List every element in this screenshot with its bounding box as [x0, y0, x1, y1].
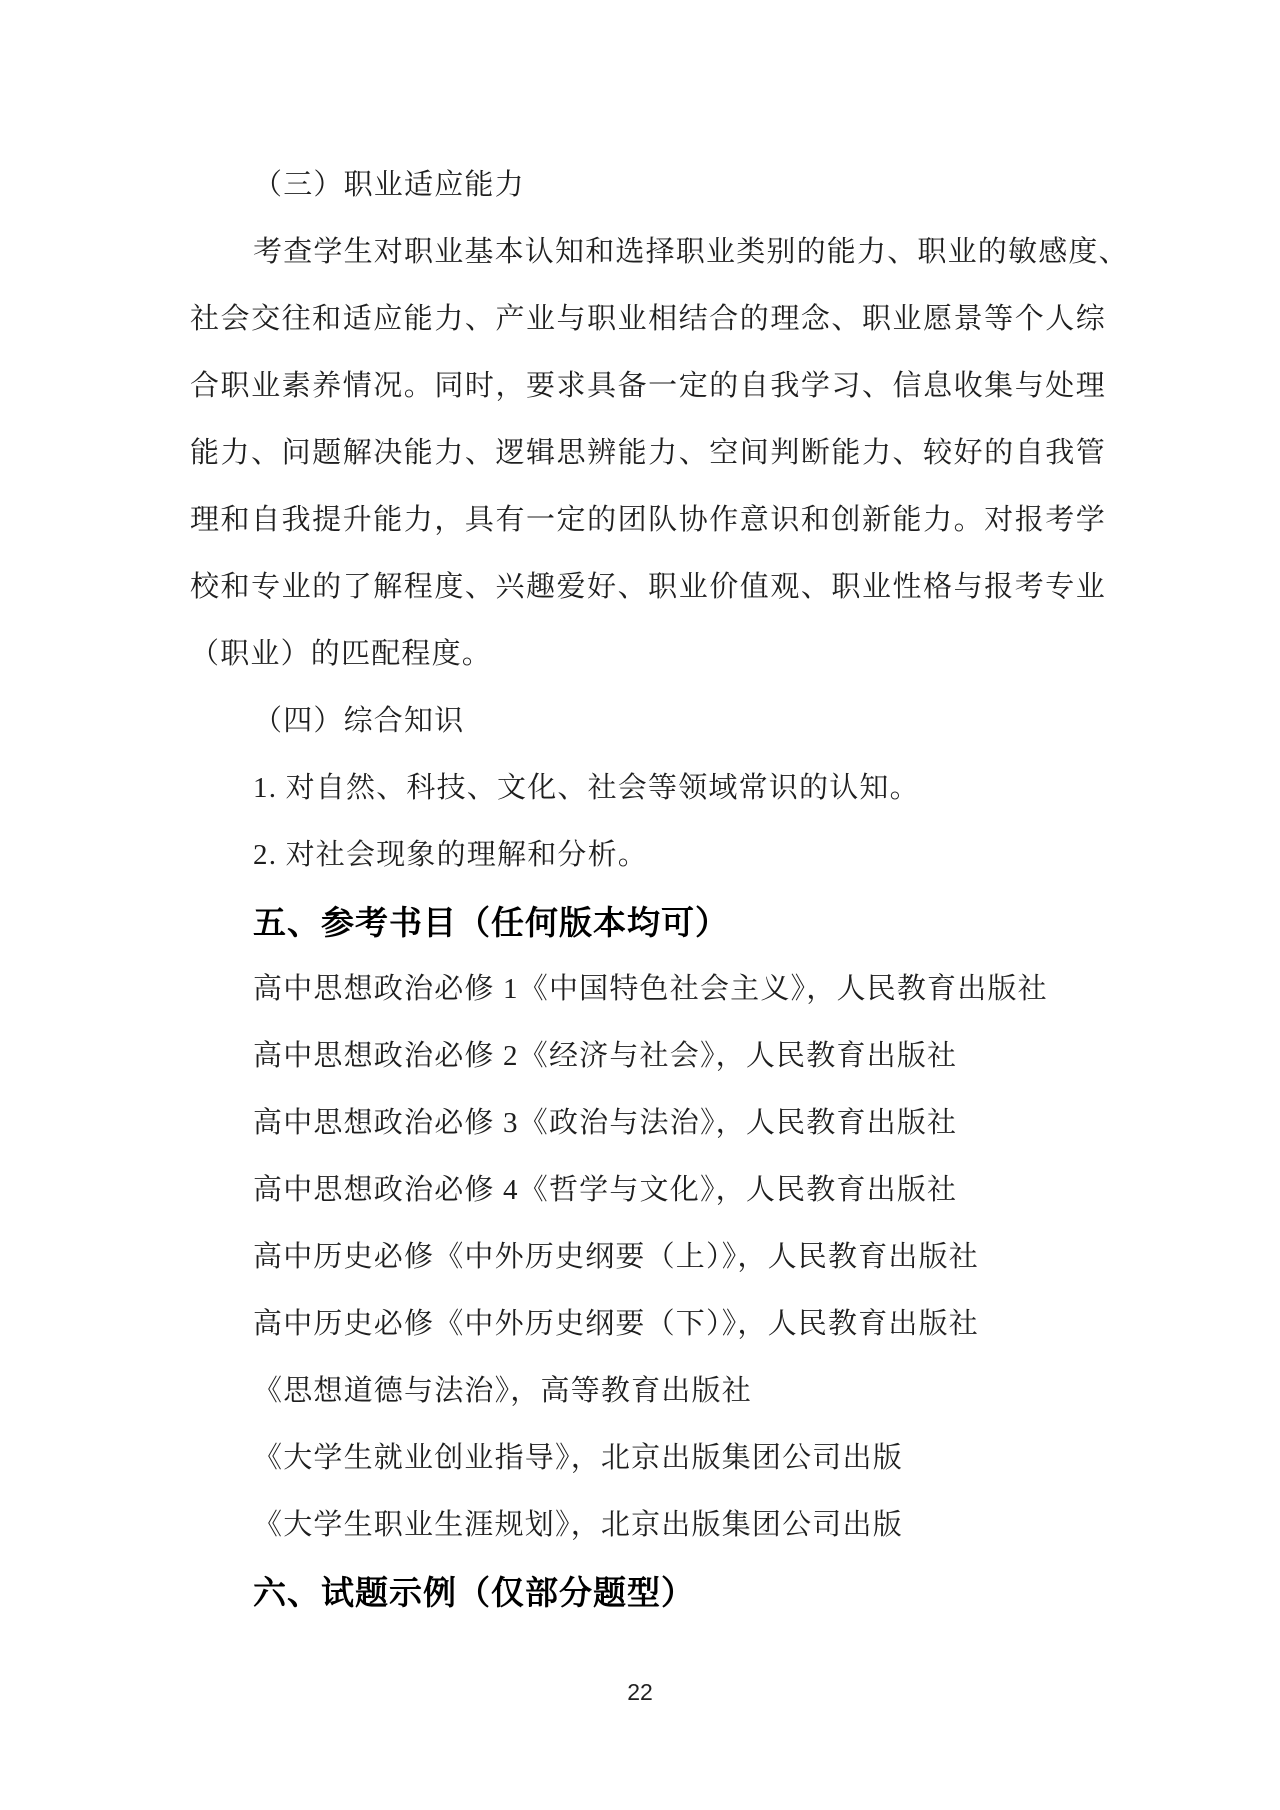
book-item: 高中思想政治必修 3《政治与法治》，人民教育出版社	[253, 1107, 958, 1139]
book-item: 高中历史必修《中外历史纲要（下）》，人民教育出版社	[253, 1308, 980, 1340]
knowledge-item: 1. 对自然、科技、文化、社会等领域常识的认知。	[253, 772, 920, 804]
paragraph-line: 社会交往和适应能力、产业与职业相结合的理念、职业愿景等个人综	[190, 303, 1106, 335]
book-item: 《大学生职业生涯规划》，北京出版集团公司出版	[253, 1509, 903, 1541]
paragraph-line: 考查学生对职业基本认知和选择职业类别的能力、职业的敏感度、	[253, 236, 1129, 268]
heading-section-5: 五、参考书目（任何版本均可）	[253, 904, 729, 941]
paragraph-line: 校和专业的了解程度、兴趣爱好、职业价值观、职业性格与报考专业	[190, 571, 1106, 603]
book-item: 高中思想政治必修 4《哲学与文化》，人民教育出版社	[253, 1174, 958, 1206]
paragraph-line: 合职业素养情况。同时，要求具备一定的自我学习、信息收集与处理	[190, 370, 1106, 402]
book-item: 《思想道德与法治》，高等教育出版社	[253, 1375, 752, 1407]
heading-section-6: 六、试题示例（仅部分题型）	[253, 1574, 695, 1611]
paragraph-line: 能力、问题解决能力、逻辑思辨能力、空间判断能力、较好的自我管	[190, 437, 1106, 469]
page-number: 22	[627, 1679, 653, 1705]
document-body	[190, 152, 1129, 1626]
knowledge-item: 2. 对社会现象的理解和分析。	[253, 839, 649, 871]
heading-section-4: （四）综合知识	[253, 705, 465, 737]
book-item: 高中思想政治必修 1《中国特色社会主义》，人民教育出版社	[253, 973, 1048, 1005]
book-item: 高中思想政治必修 2《经济与社会》，人民教育出版社	[253, 1040, 958, 1072]
paragraph-line: （职业）的匹配程度。	[190, 638, 493, 670]
paragraph-line: 理和自我提升能力，具有一定的团队协作意识和创新能力。对报考学	[190, 504, 1106, 536]
book-item: 高中历史必修《中外历史纲要（上）》，人民教育出版社	[253, 1241, 980, 1273]
book-item: 《大学生就业创业指导》，北京出版集团公司出版	[253, 1442, 903, 1474]
heading-section-3: （三）职业适应能力	[253, 169, 525, 201]
